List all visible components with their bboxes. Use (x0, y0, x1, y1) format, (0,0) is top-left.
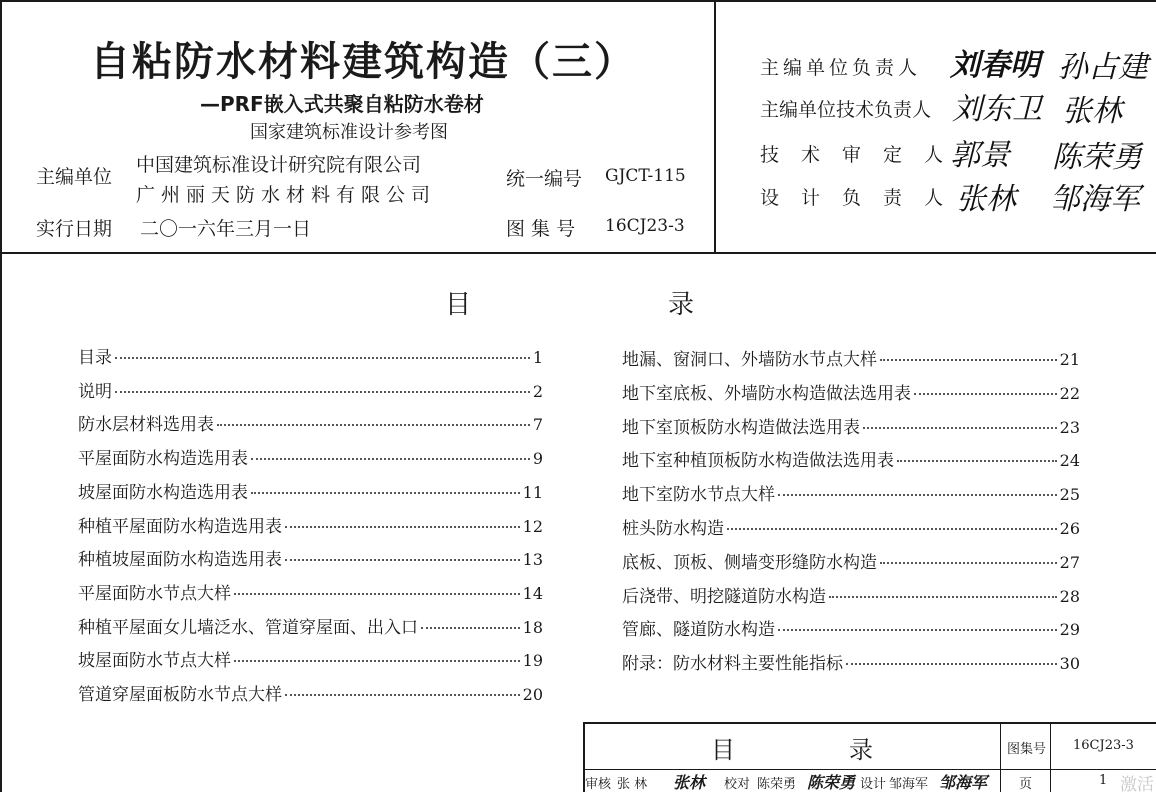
toc-entry-label: 坡屋面防水构造选用表 (78, 482, 248, 503)
left-border (0, 0, 2, 792)
reviewer-signature: 张林 (673, 773, 706, 792)
toc-title-right: 录 (668, 290, 695, 320)
toc-entry-leader (846, 663, 1057, 665)
toc-entry-page: 27 (1059, 552, 1080, 572)
toc-entry[interactable] (622, 345, 1080, 370)
review-label: 审核 (585, 777, 612, 792)
toc-entry-leader (251, 492, 520, 494)
toc-entry[interactable] (78, 478, 543, 503)
designer-name: 邹海军 (889, 777, 929, 792)
document-subtitle: —PRF嵌入式共聚自粘防水卷材 (200, 92, 484, 116)
toc-entry-page: 21 (1059, 350, 1080, 369)
title-block-title-right: 录 (849, 736, 873, 764)
toc-entry-label: 目录 (78, 348, 112, 368)
toc-entry-page: 19 (522, 651, 543, 671)
atlas-number-label: 图 集 号 (506, 218, 576, 240)
toc-entry-page: 20 (522, 685, 543, 704)
header-bottom-line (0, 252, 1156, 254)
editor-unit-1: 中国建筑标准设计研究院有限公司 (136, 154, 422, 176)
unified-number: GJCT-115 (605, 166, 686, 186)
toc-entry-leader (727, 528, 1057, 530)
toc-entry[interactable] (622, 615, 1080, 640)
toc-entry[interactable] (622, 379, 1080, 404)
toc-entry-label: 地下室防水节点大样 (622, 485, 775, 506)
toc-entry-page: 29 (1059, 620, 1080, 640)
toc-entry-page: 2 (532, 381, 543, 401)
toc-entry-page: 1 (532, 348, 543, 367)
watermark: 激活 (1120, 775, 1154, 795)
toc-entry-page: 14 (522, 583, 543, 603)
toc-entry-page: 22 (1059, 383, 1080, 403)
toc-entry-page: 9 (532, 449, 543, 469)
toc-entry-label: 说明 (78, 381, 112, 402)
toc-entry-leader (421, 627, 520, 629)
title-block-row-line (583, 769, 1156, 770)
unified-number-label: 统一编号 (506, 168, 583, 190)
toc-entry[interactable] (78, 343, 543, 368)
toc-title-left: 目 (445, 290, 472, 320)
toc-entry[interactable] (78, 646, 543, 671)
responsible-label-3: 技术审定人 (760, 144, 966, 166)
toc-entry[interactable] (622, 413, 1080, 438)
toc-entry-page: 7 (532, 415, 543, 435)
signature-4a: 张林 (956, 182, 1016, 217)
signature-2a: 刘东卫 (952, 92, 1042, 127)
responsible-label-1: 主编单位负责人 (760, 57, 922, 79)
title-block (583, 722, 1156, 792)
design-label: 设计 (860, 777, 887, 792)
toc-entry[interactable] (622, 480, 1080, 505)
toc-entry-leader (217, 424, 530, 426)
effective-date-label: 实行日期 (36, 218, 113, 240)
toc-entry-page: 23 (1059, 417, 1080, 437)
reviewer-name: 张 林 (617, 777, 648, 792)
toc-entry-label: 地下室底板、外墙防水构造做法选用表 (622, 383, 911, 404)
toc-entry[interactable] (78, 613, 543, 638)
page-label: 页 (1019, 777, 1033, 792)
toc-entry-label: 后浇带、明挖隧道防水构造 (622, 586, 826, 607)
toc-entry-label: 桩头防水构造 (622, 519, 724, 539)
toc-entry-label: 管道穿屋面板防水节点大样 (78, 685, 282, 705)
toc-entry-label: 种植平屋面防水构造选用表 (78, 516, 282, 537)
toc-entry-leader (778, 494, 1057, 496)
toc-entry[interactable] (78, 410, 543, 435)
toc-entry[interactable] (622, 514, 1080, 539)
editor-unit-label: 主编单位 (36, 166, 113, 188)
checker-name: 陈荣勇 (757, 777, 797, 792)
toc-entry[interactable] (622, 582, 1080, 607)
title-block-col-line-1 (1000, 722, 1001, 792)
toc-entry-leader (829, 596, 1057, 598)
toc-entry-leader (863, 427, 1057, 429)
top-border (0, 0, 1156, 2)
toc-entry-leader (914, 393, 1057, 395)
toc-entry[interactable] (78, 377, 543, 402)
toc-entry-leader (778, 629, 1057, 631)
title-block-col-line-2 (1050, 722, 1051, 792)
toc-entry-page: 12 (522, 516, 543, 536)
toc-entry-leader (880, 562, 1057, 564)
toc-entry[interactable] (622, 446, 1080, 471)
effective-date: 二〇一六年三月一日 (140, 218, 312, 240)
header-divider (714, 0, 716, 254)
signature-3b: 陈荣勇 (1052, 140, 1142, 175)
page-value: 1 (1099, 773, 1108, 788)
toc-entry-leader (251, 458, 530, 460)
toc-entry-page: 24 (1059, 451, 1080, 471)
document-title: 自粘防水材料建筑构造（三） (90, 39, 636, 85)
toc-entry-label: 平屋面防水构造选用表 (78, 449, 248, 470)
reference-label: 国家建筑标准设计参考图 (250, 122, 448, 143)
toc-entry-leader (234, 660, 520, 662)
toc-entry-label: 平屋面防水节点大样 (78, 583, 231, 604)
responsible-label-4: 设计负责人 (760, 187, 966, 209)
signature-3a: 郭景 (950, 138, 1010, 173)
toc-entry-page: 26 (1059, 519, 1080, 538)
toc-entry[interactable] (78, 444, 543, 469)
toc-entry-leader (115, 357, 530, 359)
toc-entry-leader (285, 694, 520, 696)
toc-entry[interactable] (78, 545, 543, 570)
editor-unit-2: 广州丽天防水材料有限公司 (136, 184, 437, 206)
toc-entry-page: 18 (522, 617, 543, 637)
atlas-value: 16CJ23-3 (1073, 738, 1134, 753)
toc-entry[interactable] (78, 680, 543, 705)
signature-2b: 张林 (1062, 94, 1122, 129)
toc-entry-label: 底板、顶板、侧墙变形缝防水构造 (622, 552, 877, 573)
toc-entry[interactable] (622, 649, 1080, 674)
toc-entry-label: 种植平屋面女儿墙泛水、管道穿屋面、出入口 (78, 617, 418, 638)
toc-entry-page: 13 (522, 550, 543, 570)
signature-1b: 孙占建 (1058, 50, 1148, 85)
toc-entry-leader (880, 359, 1057, 361)
title-block-title-left: 目 (711, 736, 735, 764)
signature-1a: 刘春明 (950, 48, 1040, 83)
toc-entry[interactable] (622, 548, 1080, 573)
toc-entry-leader (285, 559, 520, 561)
checker-signature: 陈荣勇 (807, 773, 856, 792)
check-label: 校对 (724, 777, 751, 792)
toc-entry-leader (897, 460, 1057, 462)
designer-signature: 邹海军 (939, 773, 988, 792)
toc-entry-label: 地漏、窗洞口、外墙防水节点大样 (622, 350, 877, 370)
toc-entry-leader (234, 593, 520, 595)
toc-entry-label: 防水层材料选用表 (78, 415, 214, 436)
toc-entry-page: 30 (1059, 654, 1080, 674)
responsible-label-2: 主编单位技术负责人 (760, 99, 932, 121)
toc-entry[interactable] (78, 579, 543, 604)
toc-entry-leader (285, 526, 520, 528)
toc-entry-label: 坡屋面防水节点大样 (78, 651, 231, 672)
toc-entry-label: 地下室顶板防水构造做法选用表 (622, 417, 860, 438)
toc-entry-page: 28 (1059, 586, 1080, 606)
toc-entry-page: 25 (1059, 485, 1080, 505)
toc-entry-leader (115, 391, 530, 393)
toc-entry-label: 管廊、隧道防水构造 (622, 620, 775, 641)
atlas-number: 16CJ23-3 (605, 216, 685, 236)
toc-entry-label: 附录：防水材料主要性能指标 (622, 654, 843, 675)
atlas-label: 图集号 (1007, 742, 1047, 757)
toc-entry[interactable] (78, 512, 543, 537)
signature-4b: 邹海军 (1050, 182, 1140, 217)
toc-entry-page: 11 (522, 482, 543, 502)
toc-entry-label: 地下室种植顶板防水构造做法选用表 (622, 451, 894, 472)
toc-entry-label: 种植坡屋面防水构造选用表 (78, 550, 282, 571)
